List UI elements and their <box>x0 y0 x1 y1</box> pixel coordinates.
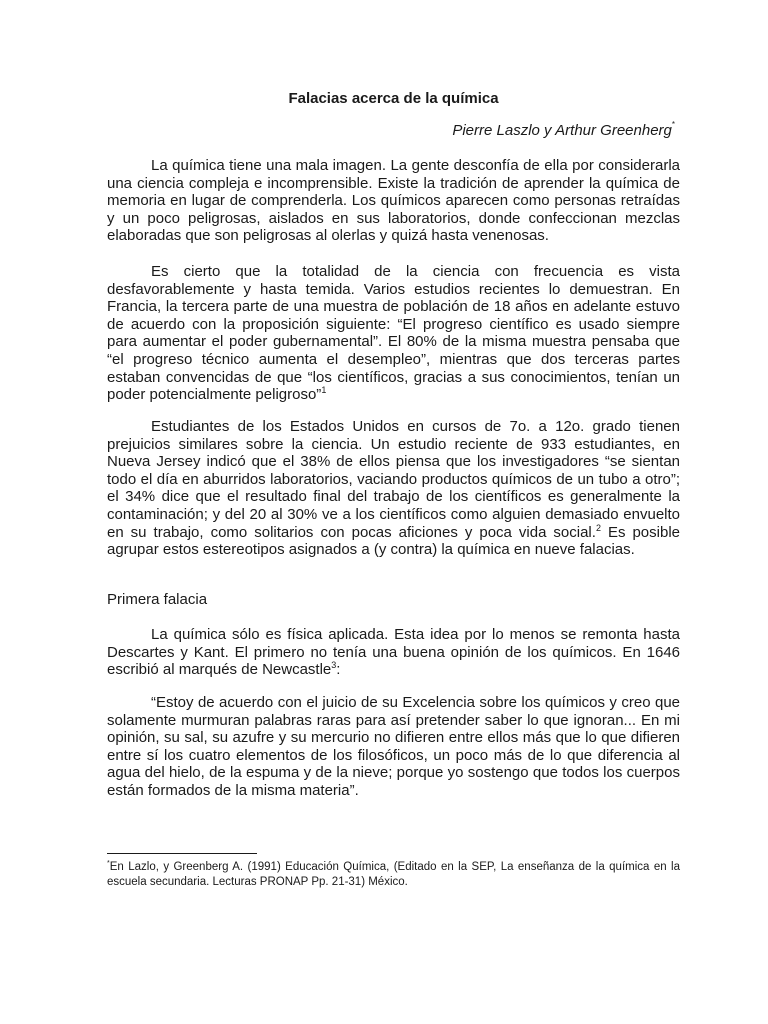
footnote-ref-1: 1 <box>321 385 327 396</box>
paragraph-3 <box>107 418 680 559</box>
footnote-ref-2: 2 <box>595 522 601 533</box>
footnote-separator <box>107 853 257 854</box>
paragraph-2 <box>107 263 680 404</box>
paragraph-1-text: La química tiene una mala imagen. La gente desconfía de ella por considerarla una ciencia compleja e incomprensible. Existe la tradición de aprender la química de memoria en lugar de comprenderla. Los químicos aparecen como personas retraídas y un poco peligrosas, aislados en sus laboratorios, donde confeccionan mezclas elaboradas que son peligrosas al olerlas y quizá hasta venenosas. <box>107 157 680 245</box>
author-name: Pierre Laszlo y Arthur Greenherg <box>452 122 672 139</box>
block-quote <box>107 694 680 800</box>
section-heading: Primera falacia <box>107 591 208 608</box>
paragraph-3-text-b: Es posible agrupar estos estereotipos asignados a (y contra) la química en nueve falacias. <box>107 523 680 559</box>
footnote-ref-3: 3 <box>331 660 337 671</box>
block-quote-text: “Estoy de acuerdo con el juicio de su Excelencia sobre los químicos y creo que solamente murmuran palabras raras para así pretender saber lo que ignoran... En mi opinión, su sal, su azufre y su mercurio no difieren entre ellos más que lo que difieren entre sí los cuatro elementos de los filosóficos, un poco más de lo que diferencia al agua del hielo, de la espuma y de la nieve; porque yo sostengo que todos los cuerpos están formados de la misma materia”. <box>107 694 680 799</box>
footnote-text: En Lazlo, y Greenberg A. (1991) Educación Química, (Editado en la SEP, La enseñanza de la química en la escuela secundaria. Lecturas PRONAP Pp. 21-31) México. <box>107 861 680 888</box>
paragraph-1 <box>107 157 680 245</box>
section-paragraph-tail: : <box>336 661 341 679</box>
footnote <box>107 860 680 890</box>
section-paragraph <box>107 626 680 679</box>
paragraph-3-text-a: Estudiantes de los Estados Unidos en cursos de 7o. a 12o. grado tienen prejuicios similares sobre la ciencia. Un estudio reciente de 933 estudiantes, en Nueva Jersey indicó que el 38% de ellos piensa que los investigadores “se sientan todo el día en aburridos laboratorios, vaciando productos químicos de un tubo a otro”; el 34% dice que el resultado final del trabajo de los científicos es generalmente la contaminación; y del 20 al 30% ve a los científicos como alguien demasiado envuelto en su trabajo, como solitarios con pocas aficiones y poca vida social. <box>107 418 680 541</box>
paragraph-2-text: Es cierto que la totalidad de la ciencia con frecuencia es vista desfavorablemente y hasta temida. Varios estudios recientes lo demuestran. En Francia, la tercera parte de una muestra de población de 18 años en adelante estuvo de acuerdo con la proposición siguiente: “El progreso científico es usado siempre para aumentar el poder gubernamental”. El 80% de la misma muestra pensaba que “el progreso técnico aumenta el desempleo”, mientras que dos terceras partes estaban convencidas de que “los científicos, gracias a sus conocimientos, tenían un poder potencialmente peligroso” <box>107 263 680 404</box>
footnote-mark: * <box>107 860 110 867</box>
document-author <box>107 122 675 140</box>
document-title: Falacias acerca de la química <box>288 90 499 107</box>
author-footnote-mark: * <box>671 120 675 129</box>
section-paragraph-text: La química sólo es física aplicada. Esta idea por lo menos se remonta hasta Descartes y Kant. El primero no tenía una buena opinión de los químicos. En 1646 escribió al marqués de Newcastle <box>107 626 680 679</box>
